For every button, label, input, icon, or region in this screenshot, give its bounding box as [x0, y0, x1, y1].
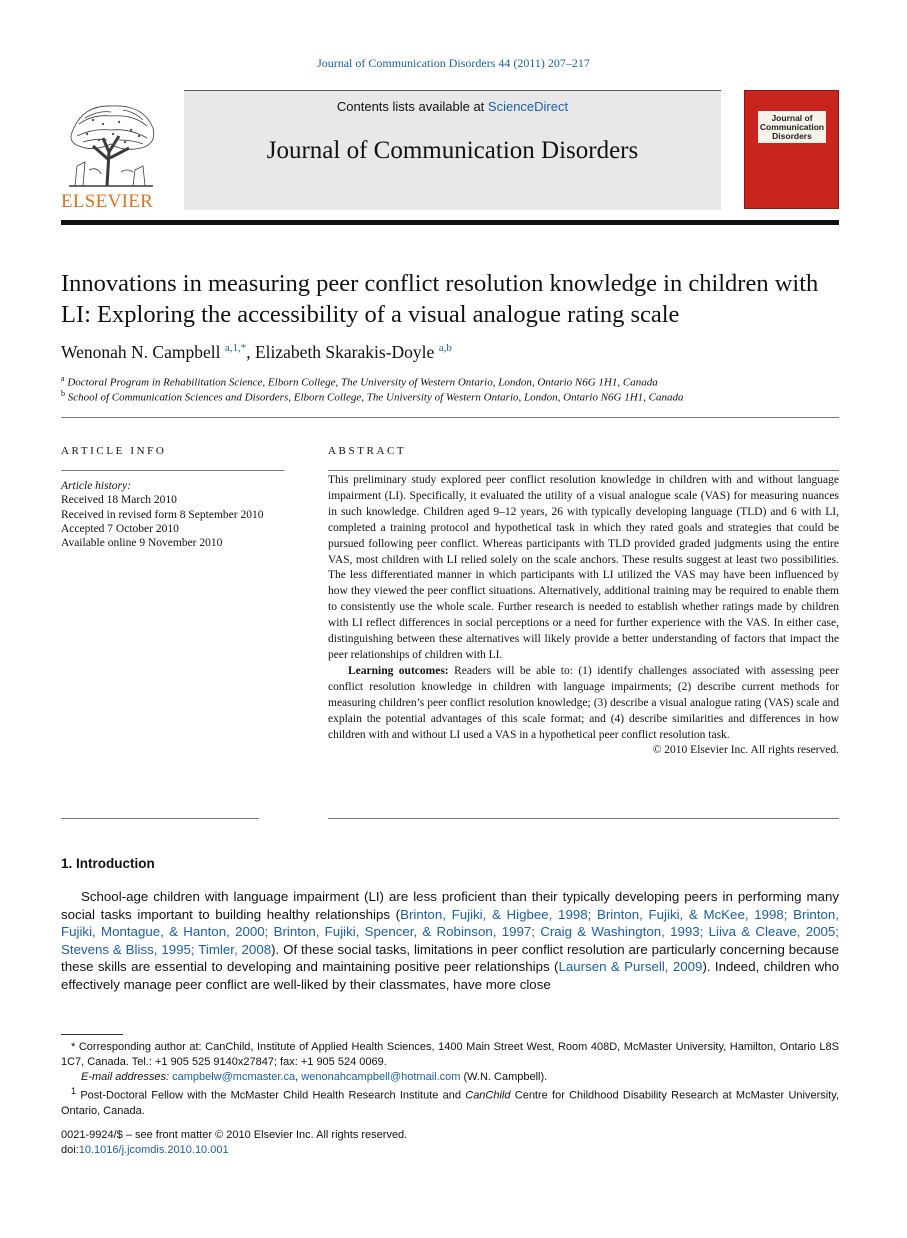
contents-line [184, 99, 721, 114]
abstract-heading: ABSTRACT [328, 445, 407, 457]
intro-text-b: ). Of these social tasks, limitations in peer conflict resolution are particularly concerning because these skills are essential to developing and maintaining positive peer relationships ( [61, 941, 839, 975]
intro-text-c: ). Indeed, children who effectively manage peer conflict are well-liked by their classmates, have more close [61, 959, 839, 992]
affiliation-a [61, 374, 841, 389]
article-history [61, 479, 291, 550]
header-rule [61, 220, 839, 225]
journal-citation[interactable]: Journal of Communication Disorders 44 (2011) 207–217 [317, 56, 590, 70]
citation-link[interactable]: Laursen & Pursell, 2009 [558, 959, 703, 975]
introduction-paragraph [61, 888, 839, 994]
email-link[interactable]: wenonahcampbell@hotmail.com [301, 1070, 461, 1083]
author-marks[interactable]: a,b [438, 342, 452, 355]
doi-link[interactable]: 10.1016/j.jcomdis.2010.10.001 [78, 1143, 229, 1156]
elsevier-tree-icon [63, 100, 159, 188]
email-label: E-mail addresses: [81, 1070, 170, 1083]
author-list [61, 342, 841, 363]
doi-line [61, 1143, 407, 1158]
issn-line: 0021-9924/$ – see front matter © 2010 Elsevier Inc. All rights reserved. [61, 1129, 408, 1141]
cover-title: Journal of Communication Disorders [759, 113, 825, 141]
history-item: Received 18 March 2010 [61, 494, 177, 507]
footnote-text: Centre for Childhood Disability Research at McMaster University, Ontario, Canada. [61, 1090, 839, 1117]
author-marks[interactable]: a,1,* [224, 342, 247, 355]
article-info-rule [61, 470, 284, 471]
doi-prefix: doi: [61, 1143, 79, 1156]
article-info-heading: ARTICLE INFO [61, 445, 167, 457]
footnote-text: Post-Doctoral Fellow with the McMaster Child Health Research Institute and [76, 1090, 466, 1103]
footnote-italic: CanChild [465, 1090, 511, 1103]
affiliation-text: School of Communication Sciences and Disorders, Elborn College, The University of Western Ontario, London, Ontario N6G 1H1, Canada [67, 391, 684, 404]
footnote-1 [61, 1084, 839, 1118]
outcomes-text: Readers will be able to: (1) identify challenges associated with assessing peer conflict resolution knowledge in children with language impairments; (2) describe current methods for measuring children’s peer conflict resolution knowledge; (3) describe a visual analogue rating (VAS) scale and explain the potential advantages of this scale format; and (4) describe similarities and differences in how children with and without LI used a VAS in a hypothetical peer conflict resolution task. [328, 664, 839, 741]
affiliation-text: Doctoral Program in Rehabilitation Science, Elborn College, The University of Western Ontario, London, Ontario N6G 1H1, Canada [67, 376, 658, 389]
corresponding-author-note: * Corresponding author at: CanChild, Institute of Applied Health Sciences, 1400 Main Street West, Room 408D, McMaster University, Hamilton, Ontario L8S 1C7, Canada. Tel.: +1 905 525 9140x27847; fax: +1 905 524 0069. [61, 1041, 839, 1068]
journal-cover-image[interactable] [744, 90, 839, 209]
abstract-copyright: © 2010 Elsevier Inc. All rights reserved. [652, 744, 839, 757]
intro-text-a: School-age children with language impairment (LI) are less proficient than their typically developing peers in performing many social tasks important to building healthy relationships ( [61, 889, 839, 922]
section-rule [61, 417, 839, 418]
author-name: Wenonah N. Campbell [61, 342, 221, 362]
email-suffix: (W.N. Campbell). [460, 1070, 548, 1083]
abstract-body [328, 473, 839, 759]
article-info-bottom-rule [61, 818, 259, 819]
abstract-text: This preliminary study explored peer conflict resolution knowledge in children with and without language impairment (LI). Specifically, it evaluated the utility of a visual analogue scale (VAS) for measuring nuances in such knowledge. Children aged 9–12 years, 26 with typically developing language (TLD) and 6 with LI, completed a training protocol and hypothetical task in which they rated goals and strategies that could be pursued following peer conflict. Whereas participants with TLD provided graded judgments using the entire VAS, most children with LI relied solely on the scale anchors. These results suggest at least two possibilities. The less differentiated manner in which participants with LI utilized the VAS may have been influenced by how they viewed the peer conflict situations. Alternatively, additional training may be required to enable them to consistently use the whole scale. Further research is needed to establish whether ratings made by children with LI reflect differences in social perceptions or a need for further experience with the VAS. In either case, distinguishing between these alternatives will likely provide a better understanding of factors that impact the peer relationships of children with LI. [328, 474, 839, 661]
email-separator: , [295, 1070, 302, 1083]
sciencedirect-link[interactable]: ScienceDirect [487, 99, 569, 114]
article-title: Innovations in measuring peer conflict resolution knowledge in children with LI: Exploring the accessibility of a visual analogue rating scale [61, 270, 819, 328]
affiliation-mark: b [61, 389, 65, 398]
publisher-name: ELSEVIER [61, 191, 154, 212]
history-item: Received in revised form 8 September 2010 [61, 508, 264, 521]
footnote-rule [61, 1034, 123, 1035]
abstract-rule [328, 470, 839, 471]
contents-prefix: Contents lists available at [336, 99, 488, 114]
introduction-heading: 1. Introduction [61, 856, 155, 871]
learning-outcomes [328, 664, 839, 744]
history-label: Article history: [61, 480, 131, 492]
history-item: Accepted 7 October 2010 [61, 522, 179, 535]
affiliation-mark: a [61, 374, 65, 383]
front-matter [61, 1128, 407, 1158]
abstract-bottom-rule [328, 818, 839, 819]
journal-title: Journal of Communication Disorders [266, 137, 639, 164]
author-name: Elizabeth Skarakis-Doyle [254, 342, 435, 362]
affiliation-b [61, 389, 841, 404]
citation-link[interactable]: Brinton, Fujiki, & Higbee, 1998; Brinton, Fujiki, & McKee, 1998; Brinton, Fujiki, Montague, & Hanton, 2000; Brinton, Fujiki, Spencer, & Robinson, 1997; Craig & Washington, 1993; Liiva & Cleave, 2005; Stevens & Bliss, 1995; Timler, 2008 [61, 906, 839, 957]
footnotes [61, 1040, 839, 1119]
history-item: Available online 9 November 2010 [61, 537, 223, 550]
footnote-mark: 1 [71, 1086, 77, 1097]
email-line [61, 1070, 839, 1085]
author-separator: , [246, 342, 255, 362]
email-link[interactable]: campbelw@mcmaster.ca [172, 1070, 296, 1083]
outcomes-label: Learning outcomes: [348, 664, 449, 677]
